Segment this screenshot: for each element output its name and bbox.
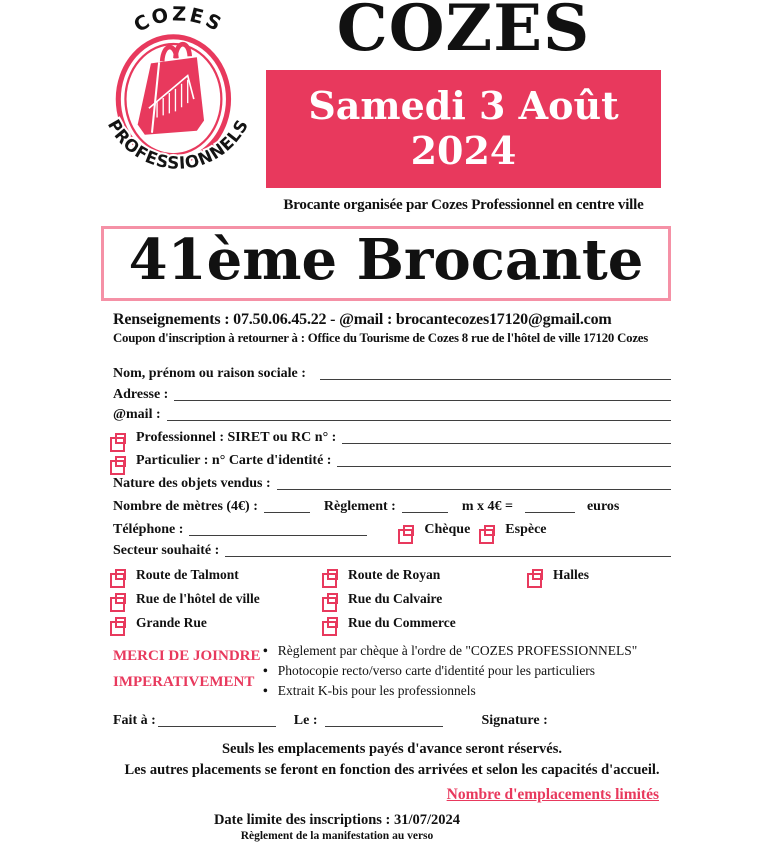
nature-row (113, 476, 671, 492)
phone-row (113, 522, 671, 538)
meters-label: Nombre de mètres (4€) : (113, 498, 258, 514)
attachment-item-text: Règlement par chèque à l'ordre de "COZES PROFESSIONNELS" (277, 642, 638, 658)
sector-row (113, 543, 671, 559)
bullet-icon: • (263, 642, 268, 658)
name-label: Nom, prénom ou raison sociale : (113, 365, 306, 381)
halles-checkbox[interactable] (532, 569, 543, 580)
notice-line-2: Les autres placements se feront en fonction des arrivées et selon les capacités d'accueil. (124, 762, 660, 779)
nature-label: Nature des objets vendus : (113, 475, 271, 491)
attachments-section (113, 641, 671, 702)
phone-input-line[interactable] (189, 523, 367, 536)
phone-label: Téléphone : (113, 521, 184, 537)
sector-option-commerce (325, 615, 530, 631)
commerce-checkbox[interactable] (327, 617, 338, 628)
address-row (113, 387, 671, 403)
payment-input-line[interactable] (402, 500, 448, 513)
email-row (113, 407, 671, 423)
sector-label: Secteur souhaité : (113, 542, 220, 558)
event-subtitle: Brocante organisée par Cozes Professionnel en centre ville (283, 196, 644, 213)
date-input-line[interactable] (325, 714, 443, 727)
place-input-line[interactable] (158, 714, 276, 727)
footer (113, 739, 671, 842)
sector-option-talmont (113, 567, 325, 583)
sector-input-line[interactable] (225, 544, 671, 557)
sector-option-label: Halles (553, 566, 589, 582)
notice-line-1: Seuls les emplacements payés d'avance seront réservés. (221, 741, 563, 758)
deadline-block (113, 812, 561, 842)
sector-option-hotel-de-ville (113, 591, 325, 607)
attachment-item-text: Extrait K-bis pour les professionnels (277, 683, 476, 699)
sector-option-label: Route de Royan (348, 566, 441, 582)
cash-checkbox[interactable] (484, 525, 495, 536)
sector-option-halles (530, 567, 671, 583)
cash-label: Espèce (505, 521, 547, 537)
sector-option-label: Rue du Commerce (348, 614, 456, 630)
date-label: Le : (293, 713, 318, 729)
attachment-item (263, 661, 637, 681)
bullet-icon: • (263, 683, 268, 699)
professional-row (113, 430, 671, 446)
return-address-line: Coupon d'inscription à retourner à : Office du Tourisme de Cozes 8 rue de l'hôtel de ville 17120 Cozes (113, 330, 649, 345)
date-banner: Samedi 3 Août 2024 (266, 70, 661, 188)
email-label: @mail : (113, 406, 161, 422)
sector-option-label: Rue du Calvaire (348, 590, 443, 606)
calvaire-checkbox[interactable] (327, 593, 338, 604)
individual-row (113, 453, 671, 469)
meters-row (113, 499, 671, 515)
address-label: Adresse : (113, 386, 169, 402)
attachment-item-text: Photocopie recto/verso carte d'identité pour les particuliers (277, 662, 596, 678)
meters-input-line[interactable] (264, 500, 310, 513)
signature-row (113, 713, 671, 729)
event-title-box (101, 226, 671, 301)
org-logo (104, 4, 252, 214)
name-input-line[interactable] (320, 367, 671, 380)
sector-option-label: Grande Rue (136, 614, 207, 630)
total-input-line[interactable] (525, 500, 575, 513)
header-right (252, 0, 779, 214)
shopping-bag-icon (138, 44, 204, 135)
address-input-line[interactable] (174, 388, 671, 401)
logo-arc-top-text: COZES (129, 4, 228, 37)
attachment-item (263, 641, 637, 661)
cheque-checkbox[interactable] (403, 525, 414, 536)
grande-rue-checkbox[interactable] (115, 617, 126, 628)
attachments-heading-line1: MERCI DE JOINDRE (113, 647, 261, 664)
attachments-heading-line2: IMPERATIVEMENT (113, 673, 255, 690)
royan-checkbox[interactable] (327, 569, 338, 580)
deadline-line: Date limite des inscriptions : 31/07/2024 (213, 812, 461, 829)
event-title: 41ème Brocante (128, 226, 644, 293)
professional-checkbox[interactable] (115, 433, 126, 444)
hotel-de-ville-checkbox[interactable] (115, 593, 126, 604)
attachments-heading (113, 641, 263, 702)
formula-label: m x 4€ = (461, 498, 513, 514)
verso-note: Règlement de la manifestation au verso (240, 830, 434, 842)
svg-text:COZES (130, 4, 227, 37)
euros-label: euros (586, 498, 620, 514)
nature-input-line[interactable] (277, 477, 671, 490)
attachment-item (263, 681, 637, 701)
sector-option-calvaire (325, 591, 530, 607)
logo-arc-bottom-text: PROFESSIONNELS (104, 115, 252, 173)
sector-option-royan (325, 567, 530, 583)
cozes-professionnels-logo (104, 4, 252, 186)
attachments-list (263, 641, 637, 702)
name-row (113, 366, 671, 382)
signature-label: Signature : (481, 713, 548, 729)
bullet-icon: • (263, 662, 268, 678)
individual-checkbox[interactable] (115, 456, 126, 467)
contact-line: Renseignements : 07.50.06.45.22 - @mail : brocantecozes17120@gmail.com (113, 310, 612, 328)
city-title: COZES (336, 0, 591, 66)
place-label: Fait à : (113, 713, 156, 729)
limited-places-note: Nombre d'emplacements limités (446, 786, 659, 804)
sector-option-grande-rue (113, 615, 325, 631)
header (0, 0, 779, 214)
email-input-line[interactable] (167, 408, 671, 421)
payment-label: Règlement : (323, 498, 396, 514)
siret-input-line[interactable] (342, 431, 671, 444)
cheque-label: Chèque (424, 521, 471, 537)
registration-form (113, 366, 671, 730)
id-card-input-line[interactable] (337, 454, 671, 467)
sector-options (113, 567, 671, 631)
talmont-checkbox[interactable] (115, 569, 126, 580)
individual-label: Particulier : n° Carte d'identité : (136, 452, 332, 468)
professional-label: Professionnel : SIRET ou RC n° : (136, 429, 337, 445)
sector-option-label: Rue de l'hôtel de ville (136, 590, 260, 606)
sector-option-label: Route de Talmont (136, 566, 239, 582)
